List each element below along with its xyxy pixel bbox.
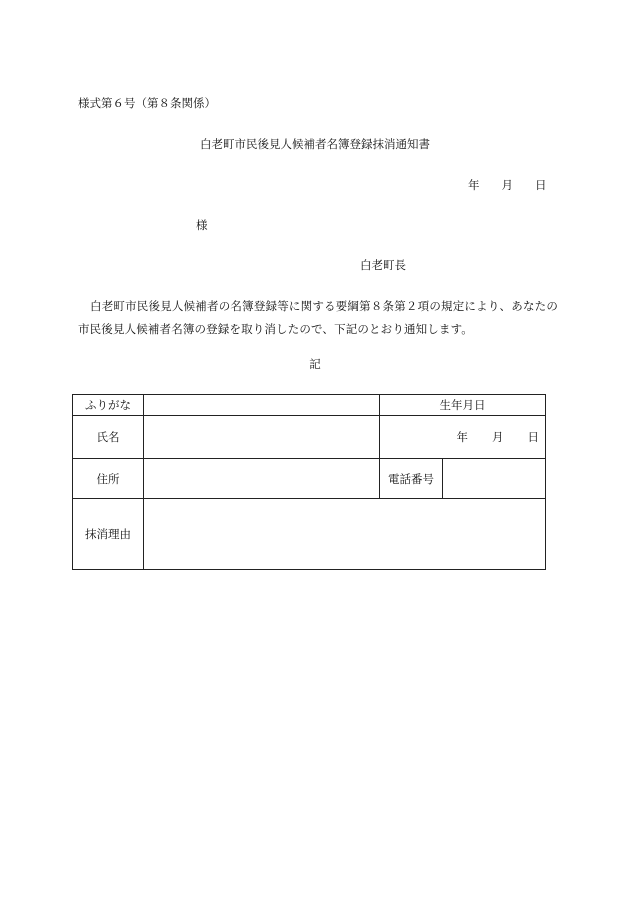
- phone-label: 電話番号: [380, 459, 443, 499]
- form-number: 様式第６号（第８条関係）: [78, 96, 216, 110]
- ki-heading: 記: [309, 357, 321, 371]
- address-field[interactable]: [144, 459, 380, 499]
- address-label: 住所: [73, 459, 144, 499]
- issue-date: [468, 178, 547, 192]
- dob-day: 日: [527, 430, 539, 444]
- table-row-address: [73, 459, 546, 499]
- dob-label: 生年月日: [380, 395, 546, 416]
- table-row-furigana: [73, 395, 546, 416]
- issue-date-day: 日: [535, 178, 547, 192]
- furigana-label: ふりがな: [73, 395, 144, 416]
- body-text: 白老町市民後見人候補者の名簿登録等に関する要綱第８条第２項の規定により、あなたの市民後見人候補者名簿の登録を取り消したので、下記のとおり通知します。: [78, 299, 558, 336]
- reason-label: 抹消理由: [73, 499, 144, 570]
- phone-field[interactable]: [443, 459, 546, 499]
- dob-date-field[interactable]: [380, 416, 546, 459]
- dob-month: 月: [492, 430, 504, 444]
- issue-date-month: 月: [501, 178, 513, 192]
- name-field[interactable]: [144, 416, 380, 459]
- name-label: 氏名: [73, 416, 144, 459]
- reason-field[interactable]: [144, 499, 546, 570]
- issue-date-year: 年: [468, 178, 480, 192]
- document-title: 白老町市民後見人候補者名簿登録抹消通知書: [200, 137, 430, 151]
- table-row-reason: [73, 499, 546, 570]
- addressee-suffix: 様: [196, 218, 208, 232]
- sender-name: 白老町長: [360, 258, 406, 272]
- table-row-name: [73, 416, 546, 459]
- dob-year: 年: [456, 430, 468, 444]
- info-table: [72, 394, 546, 570]
- furigana-field[interactable]: [144, 395, 380, 416]
